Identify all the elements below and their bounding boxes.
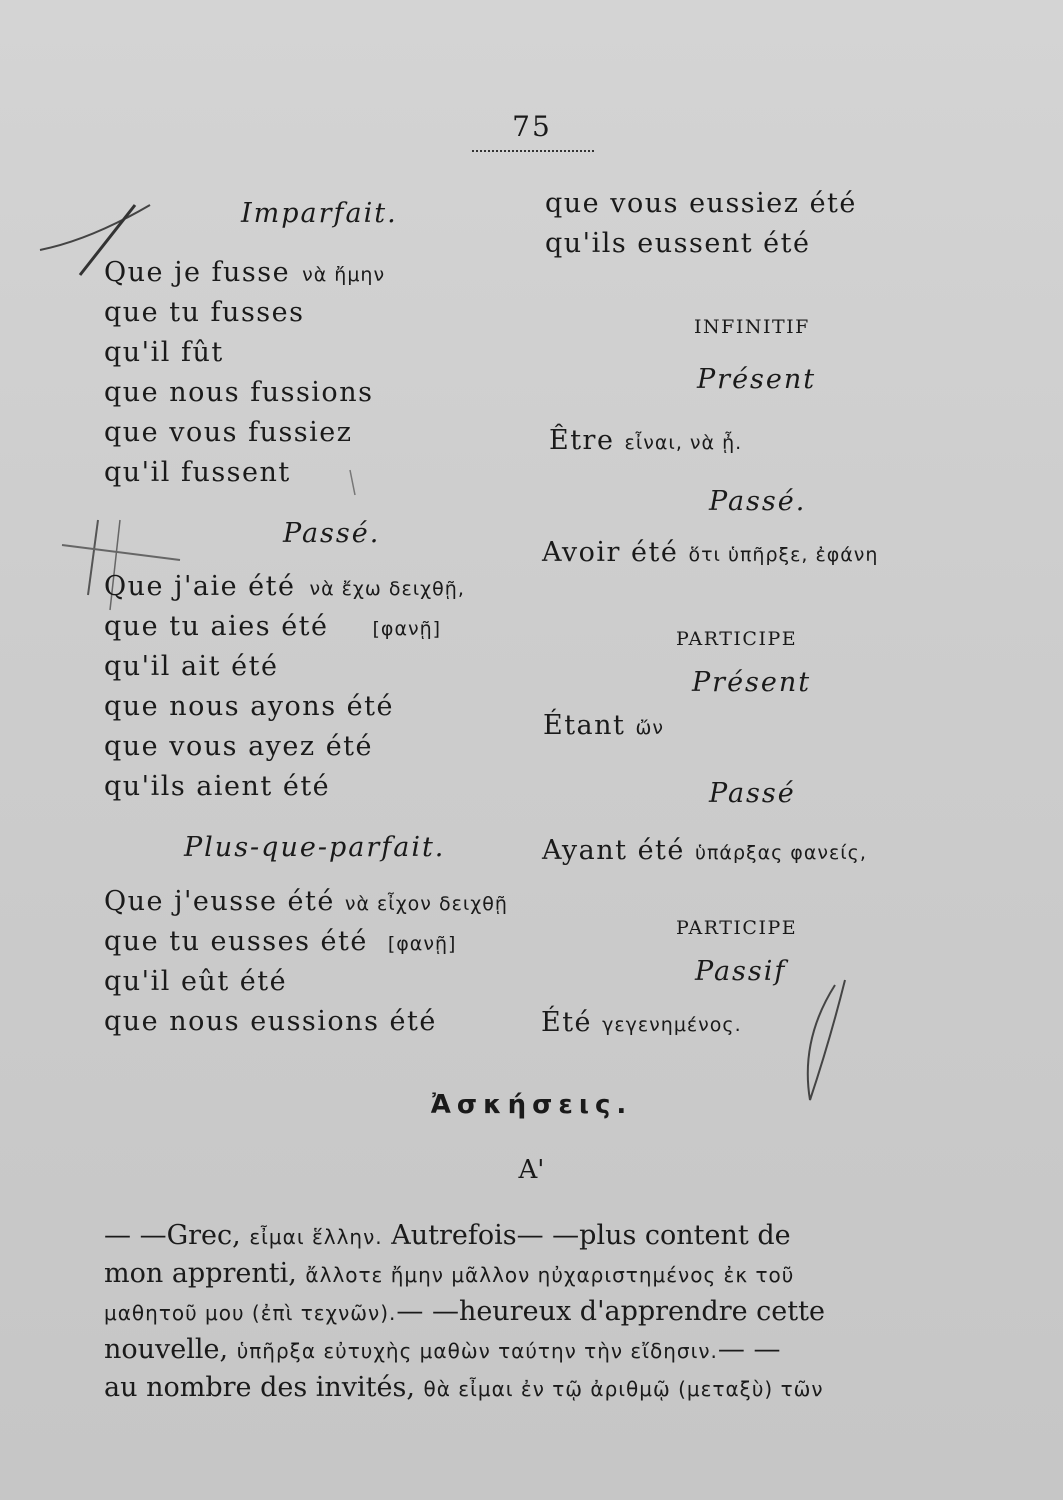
exercises-title: Ἀσκήσεις. <box>430 1090 633 1120</box>
exercise-greek: ἄλλοτε ἤμην μᾶλλον ηὐχαριστημένος ἐκ τοῦ <box>305 1263 795 1287</box>
participe-passif-caps: PARTICIPE <box>676 917 798 939</box>
ayant-fr: Ayant été <box>542 835 685 866</box>
exercises-letter: A' <box>518 1155 545 1185</box>
conjugation-line <box>104 926 456 957</box>
right-line: que vous eussiez été <box>545 188 857 219</box>
exercise-line <box>104 1296 942 1327</box>
conjugation-french: que nous eussions été <box>104 1006 437 1037</box>
conjugation-french: que tu aies été <box>104 611 329 642</box>
exercise-french: — — <box>717 1334 781 1365</box>
etant-fr: Étant <box>543 710 626 741</box>
passe-heading: Passé. <box>283 518 381 549</box>
exercise-greek: μαθητοῦ μου (ἐπὶ τεχνῶν). <box>104 1301 397 1325</box>
conjugation-french: qu'il ait été <box>104 651 279 682</box>
exercise-line <box>104 1220 942 1251</box>
conjugation-line <box>104 377 373 408</box>
page-number: 75 <box>512 110 552 143</box>
avoir-fr: Avoir été <box>542 537 679 568</box>
ayant-line <box>542 835 867 866</box>
exercise-greek: ὑπῆρξα εὐτυχὴς μαθὼν ταύτην τὴν εἴδησιν. <box>236 1339 718 1363</box>
conjugation-line <box>104 1006 437 1037</box>
conjugation-greek: νὰ εἶχον δειχθῇ <box>344 893 508 915</box>
exercise-french: au nombre des invités, <box>104 1372 424 1403</box>
conjugation-line <box>104 571 465 602</box>
exercise-french: — —Grec, <box>104 1220 250 1251</box>
exercise-french: Autrefois— —plus content de <box>382 1220 791 1251</box>
passe-part-heading: Passé <box>709 778 796 809</box>
conjugation-french: qu'il eût été <box>104 966 288 997</box>
conjugation-line <box>104 691 394 722</box>
passe-inf-heading: Passé. <box>709 486 807 517</box>
conjugation-greek: νὰ ἔχω δειχθῇ, <box>309 578 465 600</box>
conjugation-line <box>104 297 304 328</box>
ete-gr: γεγενημένος. <box>602 1014 742 1036</box>
imparfait-heading: Imparfait. <box>241 198 398 229</box>
exercise-line <box>104 1334 942 1365</box>
right-line: qu'ils eussent été <box>545 228 811 259</box>
conjugation-line <box>104 651 278 682</box>
etre-gr: εἶναι, νὰ ᾖ. <box>624 432 743 454</box>
conjugation-french: qu'ils aient été <box>104 771 331 802</box>
ete-line <box>541 1007 742 1038</box>
infinitif-caps: INFINITIF <box>694 316 810 338</box>
avoir-gr: ὅτι ὑπῆρξε, ἐφάνη <box>688 544 879 566</box>
present-heading: Présent <box>697 364 817 395</box>
etre-line <box>549 425 742 456</box>
avoir-line <box>542 537 878 568</box>
conjugation-french: Que j'eusse été <box>104 886 335 917</box>
conjugation-line <box>104 886 508 917</box>
conjugation-french: que vous ayez été <box>104 731 374 762</box>
etre-fr: Être <box>549 425 615 456</box>
conjugation-line <box>104 771 330 802</box>
etant-gr: ὤν <box>635 717 665 739</box>
ayant-gr: ὑπάρξας φανείς, <box>694 842 867 864</box>
conjugation-greek: [φανῇ] <box>372 618 442 640</box>
conjugation-french: qu'il fût <box>104 337 224 368</box>
exercise-greek: εἶμαι ἕλλην. <box>249 1225 383 1249</box>
passif-heading: Passif <box>695 956 787 987</box>
conjugation-greek: [φανῇ] <box>387 933 457 955</box>
conjugation-line <box>104 731 373 762</box>
exercise-french: nouvelle, <box>104 1334 237 1365</box>
conjugation-french: que vous fussiez <box>104 417 353 448</box>
conjugation-french: que tu eusses été <box>104 926 368 957</box>
conjugation-line <box>104 417 353 448</box>
conjugation-line <box>104 966 287 997</box>
conjugation-french: qu'il fussent <box>104 457 291 488</box>
conjugation-line <box>104 457 291 488</box>
conjugation-french: Que je fusse <box>104 257 291 288</box>
conjugation-line <box>104 257 385 288</box>
conjugation-french: que tu fusses <box>104 297 305 328</box>
exercise-french: — —heureux d'apprendre cette <box>396 1296 825 1327</box>
conjugation-line <box>104 611 441 642</box>
page-number-rule <box>472 150 594 152</box>
conjugation-line <box>104 337 224 368</box>
participe-caps: PARTICIPE <box>676 628 798 650</box>
present-part-heading: Présent <box>692 667 812 698</box>
ete-fr: Été <box>541 1007 593 1038</box>
conjugation-french: que nous fussions <box>104 377 374 408</box>
exercise-greek: θὰ εἶμαι ἐν τῷ ἀριθμῷ (μεταξὺ) τῶν <box>423 1377 824 1401</box>
plus-que-parfait-heading: Plus-que-parfait. <box>184 832 446 863</box>
conjugation-french: que nous ayons été <box>104 691 394 722</box>
exercise-french: mon apprenti, <box>104 1258 306 1289</box>
exercise-line <box>104 1258 942 1289</box>
exercise-line <box>104 1372 942 1403</box>
etant-line <box>543 710 664 741</box>
conjugation-greek: νὰ ἤμην <box>302 264 386 286</box>
conjugation-french: Que j'aie été <box>104 571 296 602</box>
